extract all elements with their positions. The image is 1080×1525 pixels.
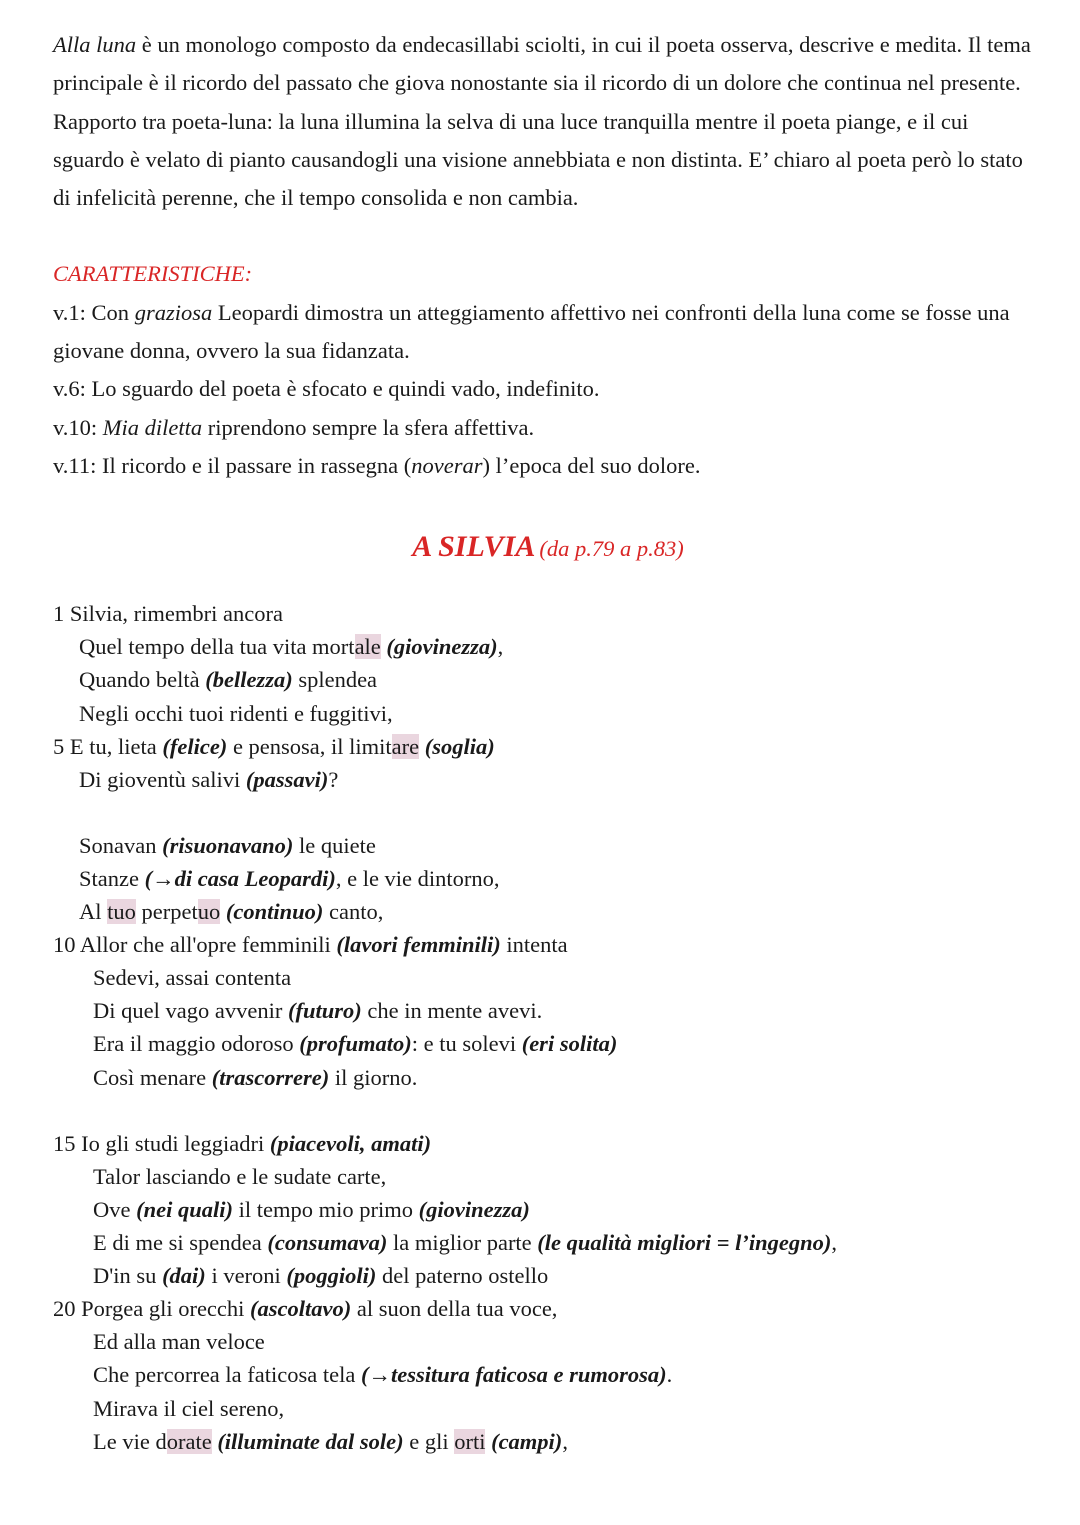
poem-line-9: Al tuo perpetuo (continuo) canto, (79, 899, 384, 925)
feature-v10: v.10: Mia diletta riprendono sempre la sfera affettiva. (53, 414, 535, 440)
poem-line-10: 10 Allor che all'opre femminili (lavori femminili) intenta (53, 932, 568, 958)
poem-line-2: Quel tempo della tua vita mortale (giovinezza), (79, 634, 504, 660)
poem-line-23: Mirava il ciel sereno, (93, 1395, 285, 1421)
poem-text (53, 597, 1043, 1457)
poem-line-16: Talor lasciando e le sudate carte, (93, 1163, 387, 1189)
poem-line-11: Sedevi, assai contenta (93, 965, 292, 991)
poem-line-3: Quando beltà (bellezza) splendea (79, 667, 378, 693)
poem-line-17: Ove (nei quali) il tempo mio primo (giovinezza) (93, 1196, 530, 1222)
poem-line-8: Stanze (→di casa Leopardi), e le vie dintorno, (79, 866, 500, 892)
section-title-main: A SILVIA (412, 530, 536, 564)
poem-line-19: D'in su (dai) i veroni (poggioli) del paterno ostello (93, 1263, 549, 1289)
feature-v1: v.1: Con graziosa Leopardi dimostra un atteggiamento affettivo nei confronti della luna come se fosse una giovane donna, ovvero la sua fidanzata. (53, 299, 1010, 364)
section-title-pages: (da p.79 a p.83) (539, 536, 684, 562)
poem-line-12: Di quel vago avvenir (futuro) che in mente avevi. (93, 998, 543, 1024)
poem-line-20: 20 Porgea gli orecchi (ascoltavo) al suon della tua voce, (53, 1296, 558, 1322)
poem-line-13: Era il maggio odoroso (profumato): e tu solevi (eri solita) (93, 1031, 618, 1057)
poem-line-15: 15 Io gli studi leggiadri (piacevoli, amati) (53, 1130, 432, 1156)
feature-v6: v.6: Lo sguardo del poeta è sfocato e quindi vado, indefinito. (53, 376, 600, 402)
stanza-break (53, 1094, 1043, 1127)
poem-line-1: 1 Silvia, rimembri ancora (53, 601, 283, 627)
section-title (53, 527, 1043, 567)
poem-line-22: Che percorrea la faticosa tela (→tessitura faticosa e rumorosa). (93, 1362, 673, 1388)
intro-paragraph-2: Rapporto tra poeta-luna: la luna illumina la selva di una luce tranquilla mentre il poeta piange, e il cui sguardo è velato di pianto causandogli una visione annebbiata e non distinta. E’ chiaro al poeta però lo stato di infelicità perenne, che il tempo consolida e non cambia. (53, 108, 1023, 211)
poem-line-4: Negli occhi tuoi ridenti e fuggitivi, (79, 700, 393, 726)
intro-paragraph-1: Alla luna è un monologo composto da endecasillabi sciolti, in cui il poeta osserva, descrive e medita. Il tema principale è il ricordo del passato che giova nonostante sia il ricordo di un dolore che continua nel presente. (53, 32, 1031, 96)
poem-line-14: Così menare (trascorrere) il giorno. (93, 1064, 418, 1090)
poem-line-6: Di gioventù salivi (passavi)? (79, 766, 339, 792)
document-page (53, 26, 1043, 1458)
poem-line-7: Sonavan (risuonavano) le quiete (79, 832, 376, 858)
poem-line-21: Ed alla man veloce (93, 1329, 265, 1355)
poem-line-18: E di me si spendea (consumava) la miglior parte (le qualità migliori = l’ingegno), (93, 1230, 838, 1256)
features-heading: CARATTERISTICHE: (53, 261, 253, 287)
poem-line-24: Le vie dorate (illuminate dal sole) e gli orti (campi), (93, 1428, 568, 1454)
stanza-break (53, 796, 1043, 829)
poem-title-ref: Alla luna (53, 32, 137, 57)
poem-line-5: 5 E tu, lieta (felice) e pensosa, il limitare (soglia) (53, 733, 495, 759)
feature-v11: v.11: Il ricordo e il passare in rassegna (noverar) l’epoca del suo dolore. (53, 452, 701, 478)
